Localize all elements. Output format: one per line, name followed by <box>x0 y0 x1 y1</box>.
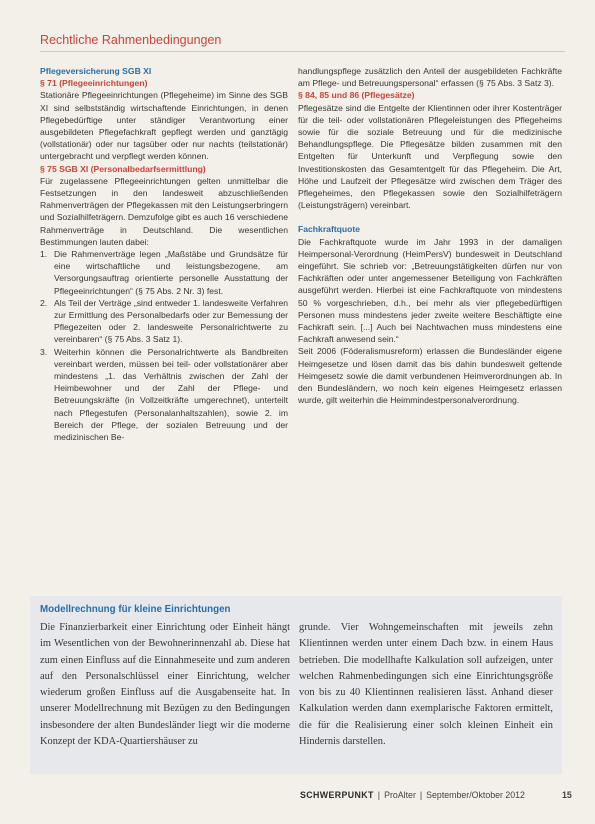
section-title: Rechtliche Rahmenbedingungen <box>40 33 222 47</box>
subheading-84-86: § 84, 85 und 86 (Pflegesätze) <box>298 90 415 101</box>
list-text: Als Teil der Verträge „sind entweder 1. landesweite Verfahren zur Ermittlung des Personalbedarfs oder zur Bemessung der Pflegezeiten oder 2. landesweite Personalrichtwerte zu vereinbaren“ (§ 75 Abs. 3 Satz 1). <box>54 297 288 345</box>
paragraph-75: Für zugelassene Pflegeeinrichtungen gelten unmittelbar die Festsetzungen in den landesweit abzuschließenden Rahmenverträgen der Pflegekassen mit den Leistungserbringern und Sozialhilfeträgern. Demzufolge gibt es auch 16 verschiedene Rahmenverträge in Deutschland. Die wesentlichen Bestimmungen lauten dabei: <box>40 175 288 247</box>
paragraph-pflegesaetze: Pflegesätze sind die Entgelte der Klientinnen oder ihrer Kostenträger für die teil- oder vollstationären Pflegeleistungen des Pflegeheims sowie für die soziale Betreuung und für die medizinische Behandlungspflege. Die Pflegesätze bilden zusammen mit den Entgelten für Unterkunft und Verpflegung sowie den Investitionskosten das Gesamtentgelt für das Pflegeheim. Die Art, Höhe und Laufzeit der Pflegesätze wird zwischen dem Träger des Pflegeheimes, den Pflegekassen sowie den Sozialhilfeträgern (Leistungsträgern) vereinbart. <box>298 102 562 211</box>
subheading-71: § 71 (Pflegeeinrichtungen) <box>40 78 148 89</box>
paragraph-71: Stationäre Pflegeeinrichtungen (Pflegeheime) im Sinne des SGB XI sind selbstständig wirtschaftende Einrichtungen, in denen Pflegebedürftige unter ständiger Verantwortung einer ausgebildeten Pflegefachkraft gepflegt werden und ganztägig (vollstationär) oder nur tagsüber oder nur nachts (teilstationär) untergebracht und verpflegt werden können. <box>40 90 288 162</box>
box-title: Modellrechnung für kleine Einrichtungen <box>40 604 231 615</box>
page-footer <box>300 790 572 800</box>
list-item <box>40 346 288 444</box>
page-number: 15 <box>562 790 572 800</box>
rules-list <box>40 248 288 443</box>
list-number: 3. <box>40 346 48 357</box>
footer-separator-2: | <box>419 790 423 800</box>
heading-fachkraftquote: Fachkraftquote <box>298 224 361 235</box>
list-item <box>40 297 288 346</box>
left-column <box>40 65 288 443</box>
footer-brand: SCHWERPUNKT <box>300 790 374 800</box>
right-column <box>298 65 562 406</box>
list-number: 2. <box>40 297 48 308</box>
subheading-75: § 75 SGB XI (Personalbedarfsermittlung) <box>40 163 206 174</box>
paragraph-continuation: handlungspflege zusätzlich den Anteil der ausgebildeten Fachkräfte am Pflege- und Betreuungspersonal“ erfassen (§ 75 Abs. 3 Satz 3). <box>298 66 562 89</box>
list-item <box>40 248 288 297</box>
list-text: Die Rahmenverträge legen „Maßstäbe und Grundsätze für eine wirtschaftliche und leistungsbezogene, am Versorgungsauftrag orientierte personelle Ausstattung der Pflegeeinrichtungen“ (§ 75 Abs. 2 Nr. 3) fest. <box>54 249 288 296</box>
list-number: 1. <box>40 249 48 260</box>
title-rule <box>40 51 565 52</box>
paragraph-foederalismus: Seit 2006 (Föderalismusreform) erlassen die Bundesländer eigene Heimgesetze und lösen damit das bis dahin bundesweit geltende Heimgesetz sowie die damit verbundenen Heimverordnungen ab. In den Bundesländern, wo noch kein eigenes Heimgesetz erlassen wurde, gilt weiterhin die Heimmindestpersonalverordnung. <box>298 346 562 406</box>
footer-separator: | <box>377 790 381 800</box>
box-left-text: Die Finanzierbarkeit einer Einrichtung oder Einheit hängt im Wesentlichen von der Bewohnerinnenzahl ab. Diese hat zum einen Einfluss auf die Einnahmeseite und zum anderen auf den Personalschlüssel einer Einrichtung, welcher wiederum großen Einfluss auf die Ausgabenseite hat. In unserer Modellrechnung mit Bezügen zu den Bedingungen insbesondere der alten Bundesländer liegt wir die moderne Konzept der KDA-Quartiershäuser zu <box>40 622 290 748</box>
paragraph-fachkraftquote: Die Fachkraftquote wurde im Jahr 1993 in der damaligen Heimpersonal-Verordnung (HeimPersV) bundesweit in Deutschland eingeführt. Sie schrieb vor: „Betreuungstätigkeiten dürfen nur von Fachkräften oder unter angemessener Beteiligung von Fachkräften ausgeführt werden. Hierbei ist eine Fachkraftquote von mindestens 50 % vorgeschrieben, d.h., bei mehr als vier pflegebedürftigen Personen muss mindestens jeder zweite weitere Beschäftigte eine Fachkraft sein. [...] Auch bei Nachtwachen muss mindestens eine Fachkraft anwesend sein.“ <box>298 236 562 345</box>
box-right-text: grunde. Vier Wohngemeinschaften mit jeweils zehn Klientinnen werden unter einem Dach bzw. in einem Haus betrieben. Die modellhafte Kalkulation soll aufzeigen, unter welchen Rahmenbedingungen sich eine Einrichtungsgröße von bis zu 40 Klientinnen realisieren lässt. Anhand dieser Kalkulation werden dann exemplarische Faktoren ermittelt, die für die Realisierung einer solch kleinen Einheit ein Hindernis darstellen. <box>299 622 553 748</box>
list-text: Weiterhin können die Personalrichtwerte als Bandbreiten vereinbart werden, müssen bei teil- oder vollstationärer aber mindestens „1. das Verhältnis zwischen der Zahl der Heimbewohner und der Zahl der Pflege- und Betreuungskräfte (in Vollzeitkräfte umgerechnet), unterteilt nach Pflegestufen (Personalanhaltszahlen), sowie 2. im Bereich der Pflege, der sozialen Betreuung und der medizinischen Be- <box>54 346 288 443</box>
footer-magazine: ProAlter <box>384 790 416 800</box>
heading-pflegeversicherung: Pflegeversicherung SGB XI <box>40 66 152 76</box>
footer-issue: September/Oktober 2012 <box>426 790 525 800</box>
